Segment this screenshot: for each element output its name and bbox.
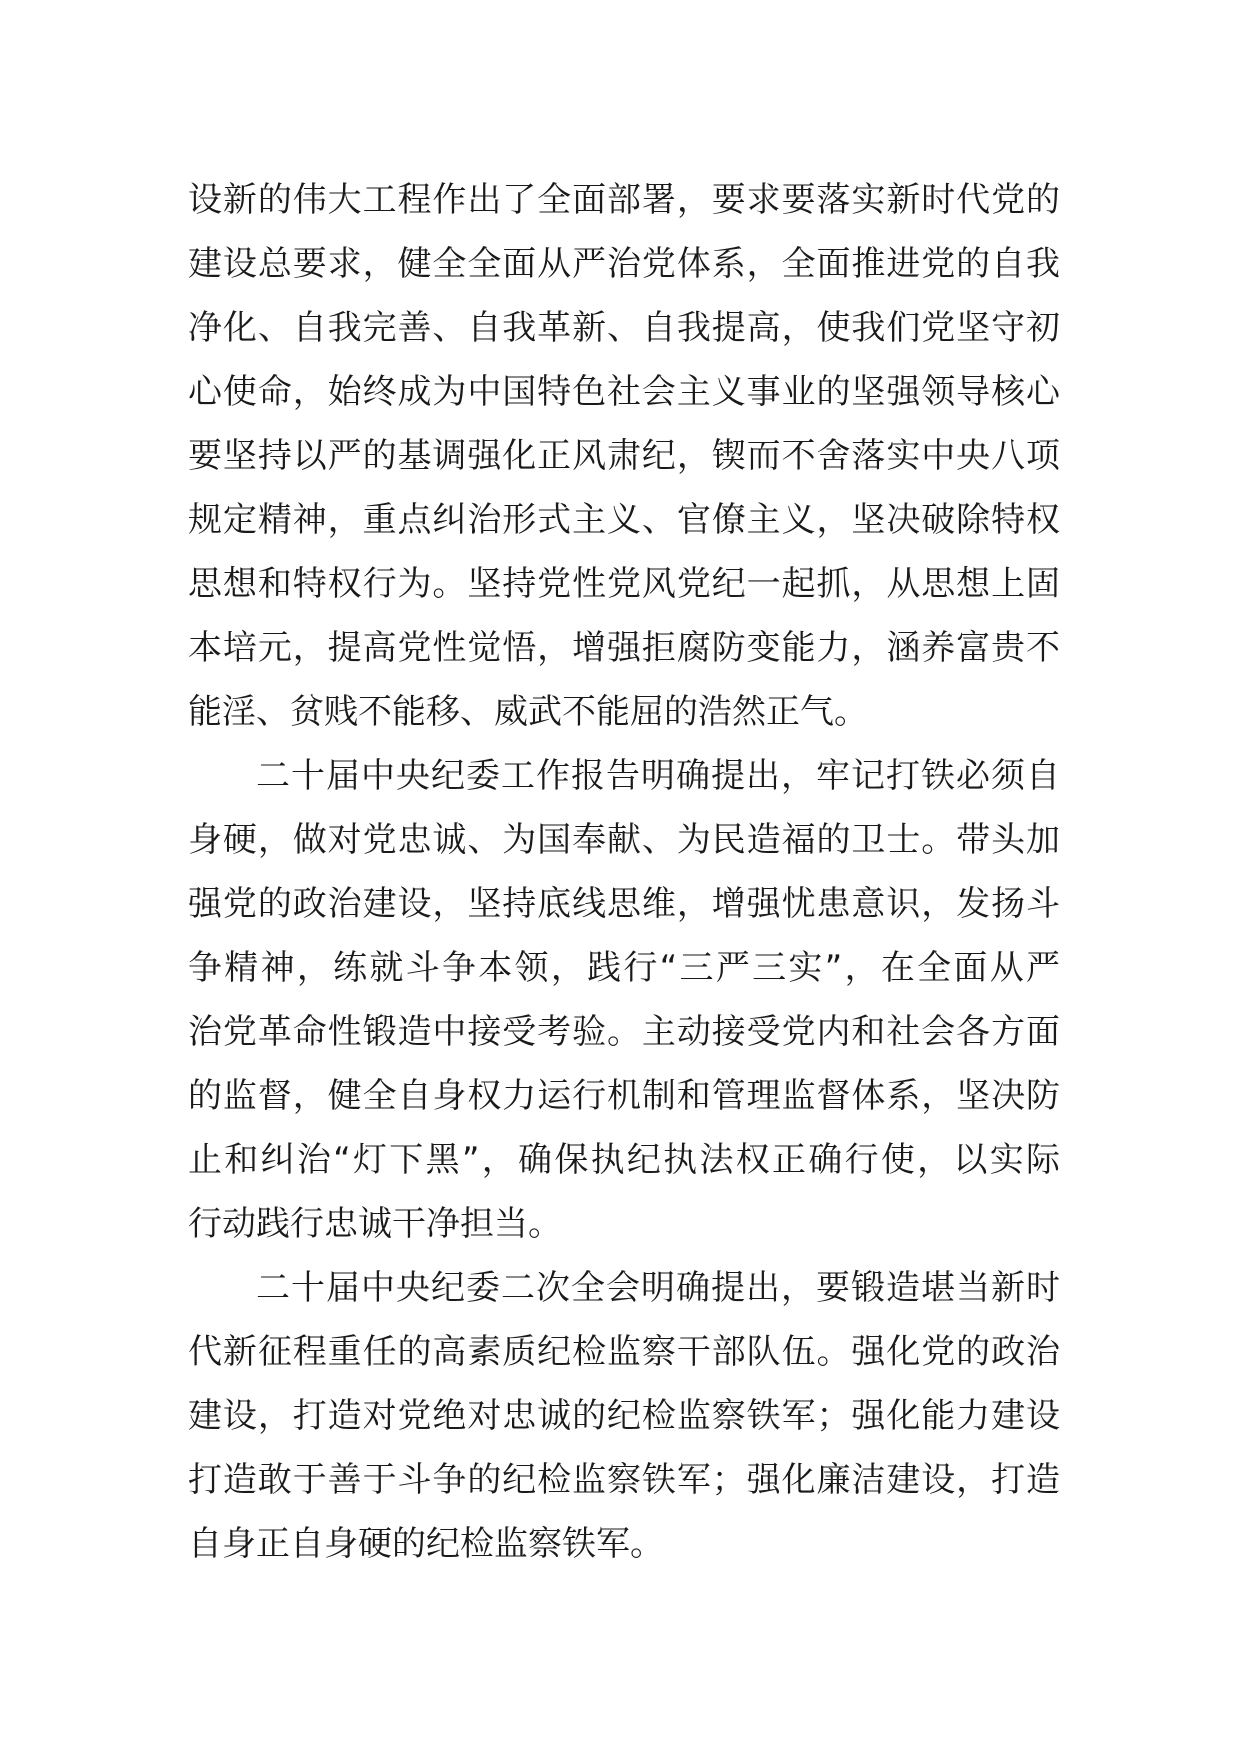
paragraph-2-line-1: 二十届中央纪委工作报告明确提出，牢记打铁必须自 bbox=[256, 756, 1060, 796]
paragraph-1-line-1: 设新的伟大工程作出了全面部署，要求要落实新时代党的 bbox=[188, 180, 1060, 220]
paragraph-2-line-7: 止和纠治“灯下黑”，确保执纪执法权正确行使，以实际 bbox=[188, 1140, 1060, 1180]
paragraph-1-line-5: 要坚持以严的基调强化正风肃纪，锲而不舍落实中央八项 bbox=[188, 436, 1060, 476]
paragraph-3-line-4: 打造敢于善于斗争的纪检监察铁军；强化廉洁建设，打造 bbox=[188, 1460, 1060, 1500]
paragraph-2-line-2: 身硬，做对党忠诚、为国奉献、为民造福的卫士。带头加 bbox=[188, 820, 1060, 860]
paragraph-3-line-2: 代新征程重任的高素质纪检监察干部队伍。强化党的政治 bbox=[188, 1332, 1060, 1372]
paragraph-2-line-4: 争精神，练就斗争本领，践行“三严三实”，在全面从严 bbox=[188, 948, 1060, 988]
paragraph-1-line-9: 能淫、贫贱不能移、威武不能屈的浩然正气。 bbox=[188, 692, 868, 732]
paragraph-2-line-6: 的监督，健全自身权力运行机制和管理监督体系，坚决防 bbox=[188, 1076, 1060, 1116]
paragraph-3-line-1: 二十届中央纪委二次全会明确提出，要锻造堪当新时 bbox=[256, 1268, 1060, 1308]
paragraph-3-line-5: 自身正自身硬的纪检监察铁军。 bbox=[188, 1524, 664, 1564]
document-body bbox=[188, 168, 1060, 1576]
paragraph-2-line-8: 行动践行忠诚干净担当。 bbox=[188, 1204, 562, 1244]
paragraph-1-line-4: 心使命，始终成为中国特色社会主义事业的坚强领导核心 bbox=[188, 372, 1060, 412]
paragraph-2-line-5: 治党革命性锻造中接受考验。主动接受党内和社会各方面 bbox=[188, 1012, 1060, 1052]
paragraph-3-line-3: 建设，打造对党绝对忠诚的纪检监察铁军；强化能力建设 bbox=[188, 1396, 1060, 1436]
paragraph-1-line-8: 本培元，提高党性觉悟，增强拒腐防变能力，涵养富贵不 bbox=[188, 628, 1060, 668]
paragraph-2-line-3: 强党的政治建设，坚持底线思维，增强忧患意识，发扬斗 bbox=[188, 884, 1060, 924]
paragraph-1-line-3: 净化、自我完善、自我革新、自我提高，使我们党坚守初 bbox=[188, 308, 1060, 348]
paragraph-1-line-7: 思想和特权行为。坚持党性党风党纪一起抓，从思想上固 bbox=[188, 564, 1060, 604]
paragraph-1-line-6: 规定精神，重点纠治形式主义、官僚主义，坚决破除特权 bbox=[188, 500, 1060, 540]
paragraph-1-line-2: 建设总要求，健全全面从严治党体系，全面推进党的自我 bbox=[188, 244, 1060, 284]
